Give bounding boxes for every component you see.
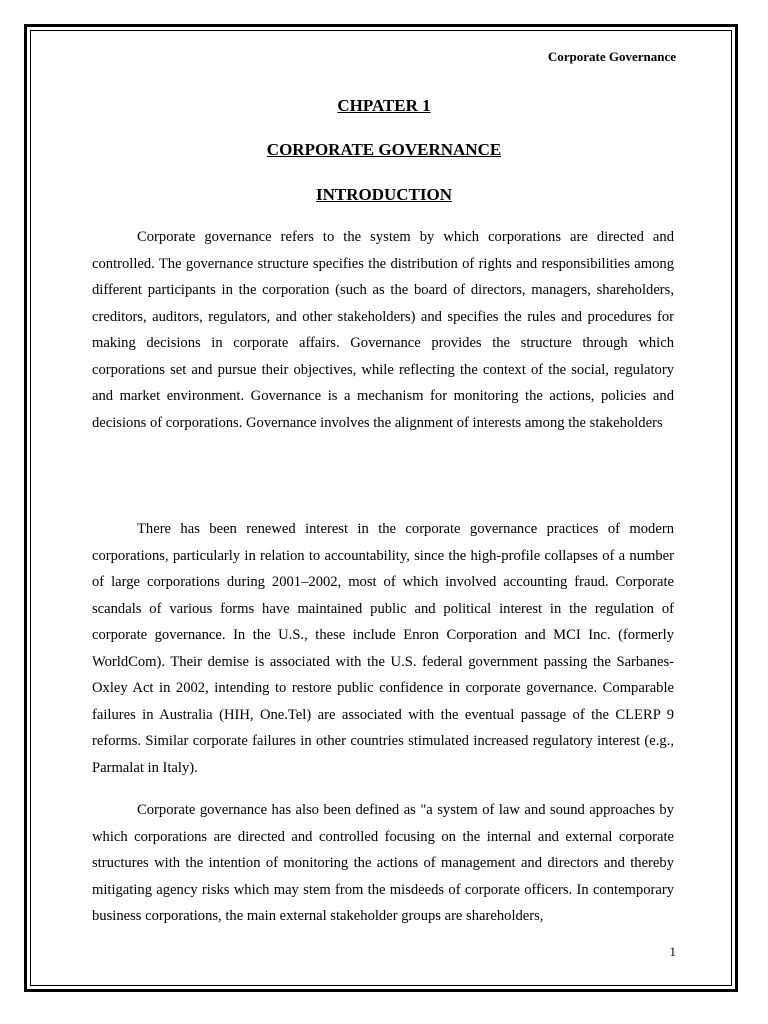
section-heading: INTRODUCTION <box>315 185 453 204</box>
body-paragraph-1: Corporate governance refers to the system by which corporations are directed and controlled. The governance structure specifies the distribution of rights and responsibilities among different participants in the corporation (such as the board of directors, managers, shareholders, creditors, auditors, regulators, and other stakeholders) and specifies the rules and procedures for making decisions in corporate affairs. Governance provides the structure through which corporations set and pursue their objectives, while reflecting the context of the social, regulatory and market environment. Governance is a mechanism for monitoring the actions, policies and decisions of corporations. Governance involves the alignment of interests among the stakeholders <box>92 229 674 431</box>
body-paragraph-3: Corporate governance has also been defined as "a system of law and sound approaches by which corporations are directed and controlled focusing on the internal and external corporate structures with the intention of monitoring the actions of management and directors and thereby mitigating agency risks which may stem from the misdeeds of corporate officers. In contemporary business corporations, the main external stakeholder groups are shareholders, <box>92 802 674 924</box>
body-paragraph-2: There has been renewed interest in the corporate governance practices of modern corporations, particularly in relation to accountability, since the high-profile collapses of a number of large corporations during 2001–2002, most of which involved accounting fraud. Corporate scandals of various forms have maintained public and political interest in the regulation of corporate governance. In the U.S., these include Enron Corporation and MCI Inc. (formerly WorldCom). Their demise is associated with the U.S. federal government passing the Sarbanes-Oxley Act in 2002, intending to restore public confidence in corporate governance. Comparable failures in Australia (HIH, One.Tel) are associated with the eventual passage of the CLERP 9 reforms. Similar corporate failures in other countries stimulated increased regulatory interest (e.g., Parmalat in Italy). <box>92 521 674 776</box>
title-heading: CORPORATE GOVERNANCE <box>266 140 502 159</box>
running-header: Corporate Governance <box>547 49 676 64</box>
page-number: 1 <box>669 944 676 959</box>
chapter-heading: CHPATER 1 <box>337 96 431 115</box>
